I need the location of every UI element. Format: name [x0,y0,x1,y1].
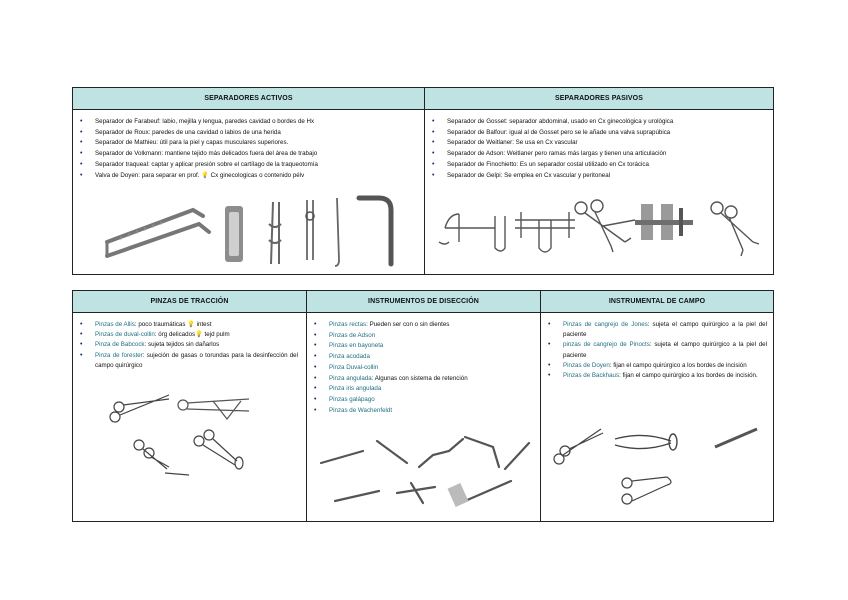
angled-forceps-icon [465,437,499,467]
separadores-activos-image [101,194,401,272]
gelpi-retractor-icon [711,202,759,256]
item-term: Pinzas de cangrejo de Jones [563,321,648,328]
instrumental-campo-image [553,423,763,513]
instrumental-campo-list [541,320,773,381]
item-term: Pinzas rectas [329,321,367,328]
item-term: Pinza Duval-collin [329,363,379,371]
separadores-activos-list [73,117,424,181]
babcock-forceps-icon [134,440,189,475]
list-item: • Separador de Gelpi: Se emplea en Cx vascular y peritoneal [425,171,773,182]
item-text: : sujeta el campo quirúrgico a la piel del paciente [563,321,767,339]
list-item [307,352,540,363]
item-text: tejd pulm [202,331,230,339]
doyen-towel-clamp-icon [715,429,757,447]
diseccion-header: INSTRUMENTOS DE DISECCIÓN [307,291,540,313]
separadores-pasivos-list [425,117,773,181]
item-term: pinzas de cangrejo de Pinocts [563,341,650,349]
list-item [73,171,424,182]
item-text: : fijan el campo quirúrgico a los bordes de incisión [609,361,747,369]
duval-collin-forceps-icon [178,399,249,419]
item-term: Pinzas de Backhaus [563,372,620,380]
item-text: intest [194,321,212,328]
item-text: : sujeta el campo quirúrgico a la piel del paciente [563,341,767,359]
mathieu-retractor-icon [269,202,281,264]
item-term: Pinzas de Allis [95,321,135,328]
pinzas-traccion-image [109,391,289,481]
backhaus-towel-clamp-icon [622,477,671,504]
jones-towel-clamp-icon [554,429,603,464]
list-item [307,363,540,374]
list-item [73,320,298,330]
wachenfeldt-forceps-icon [465,481,511,501]
list-item [541,361,767,371]
pinzas-traccion-cell [73,291,306,521]
iris-forceps-icon [335,491,379,501]
item-text: Valva de Doyen: para separar en prof. [95,171,202,179]
bottom-table [72,290,774,522]
doyen-valve-icon [359,198,391,264]
separadores-pasivos-image [435,198,769,268]
list-item: • Separador de Weitlaner: Se usa en Cx vascular [425,138,773,149]
pinzas-traccion-list [73,320,306,371]
item-term: Pinza iris angulada [329,385,382,393]
straight-forceps-icon [321,451,363,463]
item-term: Pinza acodada [329,353,370,361]
item-term: Pinzas de Doyen [563,361,610,369]
balfour-retractor-icon [515,212,575,252]
list-item: • Separador de Roux: paredes de una cavidad o labios de una herida [73,128,424,139]
list-item [307,406,540,417]
duval-collin-dissection-icon [505,443,529,469]
list-item [541,340,767,360]
lightbulb-icon: 💡 [187,321,195,328]
item-text: : Pueden ser con o sin dientes [366,321,450,328]
separadores-pasivos-header: SEPARADORES PASIVOS [425,88,773,110]
list-item [307,384,540,395]
instrumental-campo-header: INSTRUMENTAL DE CAMPO [541,291,773,313]
adson-forceps-icon [377,441,407,463]
diseccion-list [307,320,540,416]
item-text: Cx ginecologicas o contenido pélv [208,171,305,179]
separadores-pasivos-cell [425,88,773,274]
list-item: • Separador de Adson: Weitlaner pero ramas más largas y tienen una articulación [425,149,773,160]
list-item [307,341,540,352]
galapago-forceps-icon [397,483,435,503]
list-item [73,330,298,340]
item-text: : sujeta tejidos sin dañarlos [144,341,220,349]
separadores-activos-cell [73,88,424,274]
farabeuf-retractor-icon [107,210,209,256]
separadores-activos-header: SEPARADORES ACTIVOS [73,88,424,110]
allis-forceps-icon [110,395,169,422]
item-text: : órg delicados [154,331,196,339]
item-text: : sujeción de gasas o torundas para la desinfección del campo quirúrgico [95,351,298,369]
list-item [307,395,540,406]
list-item: • Separador de Balfour: igual al de Gosset pero se le añade una valva suprapúbica [425,128,773,139]
volkmann-retractor-icon [225,206,243,262]
list-item: • Separador de Finochietto: Es un separador costal utilizado en Cx torácica [425,160,773,171]
lightbulb-icon: 💡 [195,331,203,339]
item-text: : Algunas con sistema de retención [371,374,468,382]
diseccion-image [315,429,535,515]
gosset-retractor-icon [439,214,505,251]
list-item: • Separador de Mathieu: útil para la piel y capas musculares superiores. [73,138,424,149]
traqueal-retractor-icon [306,200,314,260]
pinocts-towel-clamp-icon [615,434,677,450]
item-term: Pinzas de duval-collin [95,331,155,339]
forester-forceps-icon [194,430,243,469]
weitlaner-retractor-icon [575,200,635,252]
instrumental-campo-cell [541,291,773,521]
lightbulb-icon: 💡 [201,171,209,179]
list-item: • Separador traqueal: captar y aplicar presión sobre el cartílago de la traqueotomía [73,160,424,171]
item-term: Pinzas galápago [329,395,375,403]
list-item: • Separador de Farabeuf: labio, mejilla y lengua, paredes cavidad o bordes de Hx [73,117,424,128]
top-table [72,87,774,275]
item-term: Pinza angulada [329,374,372,382]
hook-retractor-icon [335,198,339,266]
item-term: Pinzas de Wachenfeldt [329,406,393,414]
item-text: : poco traumáticas [134,321,188,328]
item-term: Pinza de Babcock [95,341,145,349]
list-item [541,320,767,340]
item-term: Pinzas de Adson [329,331,376,339]
list-item [541,371,767,381]
bayonet-forceps-icon [419,439,463,467]
item-term: Pinza de forester [95,351,143,359]
finochietto-retractor-icon [635,204,693,240]
list-item: • Separador de Volkmann: mantiene tejido más delicados fuera del área de trabajo [73,149,424,160]
list-item [307,374,540,385]
list-item [73,340,298,350]
item-text: : fijan el campo quirúrgico a los bordes de incisión. [619,372,758,380]
list-item [307,320,540,331]
list-item [307,331,540,342]
list-item [73,351,298,371]
pinzas-traccion-header: PINZAS DE TRACCIÓN [73,291,306,313]
diseccion-cell [307,291,540,521]
list-item: • Separador de Gosset: separador abdominal, usado en Cx ginecológica y urológica [425,117,773,128]
item-term: Pinzas en bayoneta [329,342,384,350]
